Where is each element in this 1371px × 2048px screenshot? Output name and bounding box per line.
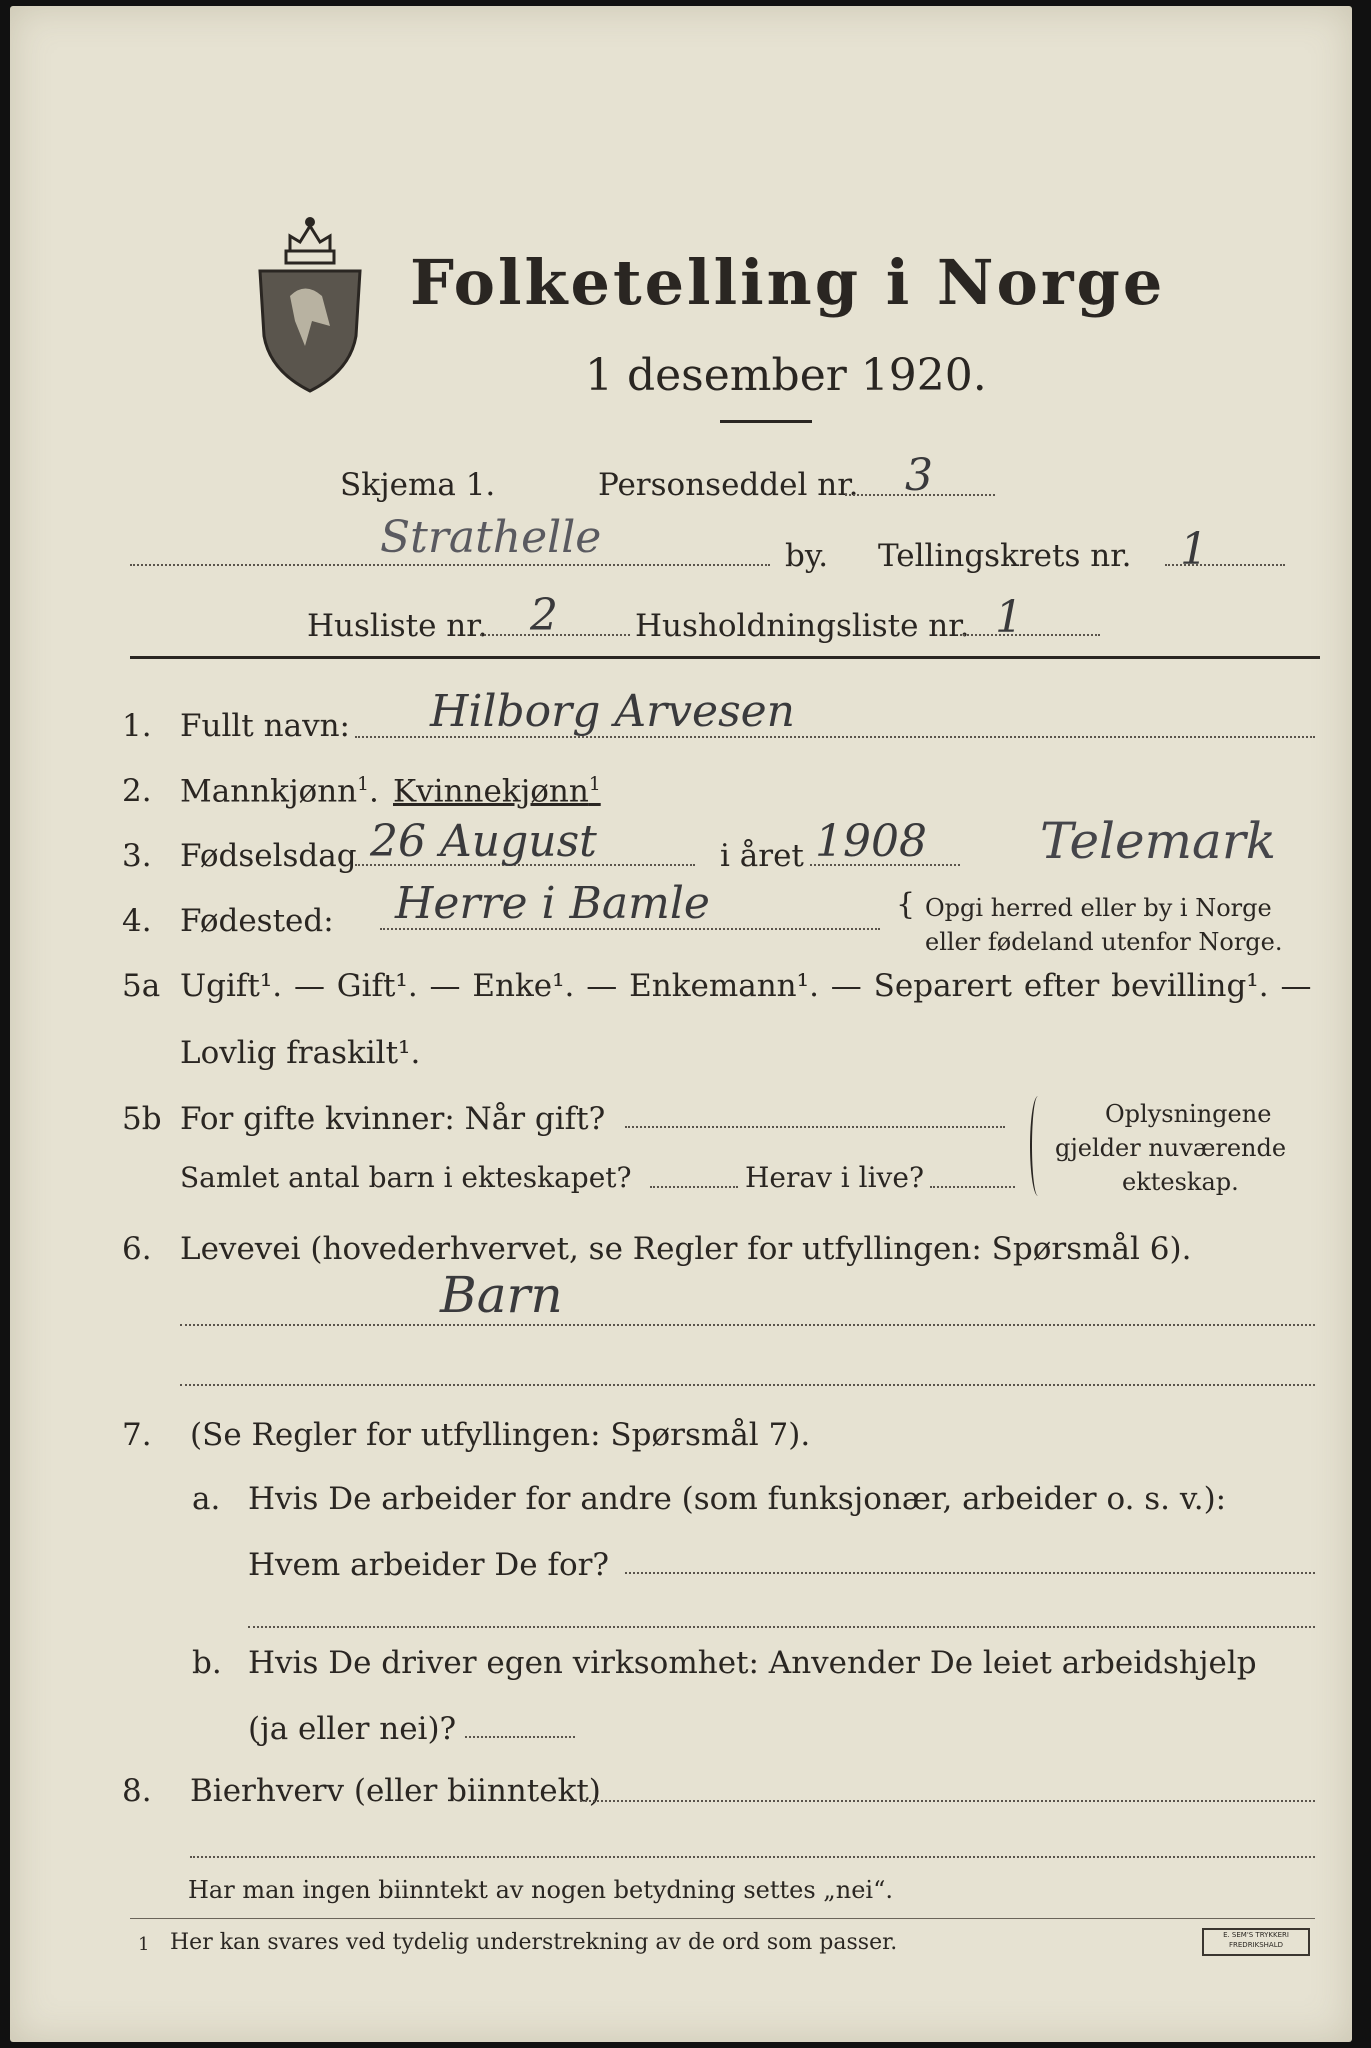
husliste-value: 2 xyxy=(530,590,558,641)
q5b-note-line1: Oplysningene xyxy=(1105,1100,1272,1128)
q7-number: 7. xyxy=(122,1417,152,1453)
husholdningsliste-label: Husholdningsliste nr. xyxy=(635,608,970,644)
q6-field-line-1 xyxy=(180,1324,1315,1326)
q8-number: 8. xyxy=(122,1773,152,1809)
q3-year-value: 1908 xyxy=(815,816,927,867)
q8-field-line-1 xyxy=(580,1800,1315,1802)
census-form-page xyxy=(10,6,1352,2042)
q1-number: 1. xyxy=(122,708,152,744)
q5b-note-line2: gjelder nuværende xyxy=(1055,1134,1287,1162)
q7b-line1: Hvis De driver egen virksomhet: Anvender De leiet arbeidshjelp xyxy=(248,1645,1257,1681)
q5b-nar-gift-field-line xyxy=(625,1126,1005,1128)
q1-label: Fullt navn: xyxy=(180,708,350,744)
q7b-letter: b. xyxy=(192,1645,222,1681)
q8-field-line-2 xyxy=(190,1856,1315,1858)
by-field-line xyxy=(130,564,770,566)
q7a-line1: Hvis De arbeider for andre (som funksjonær, arbeider o. s. v.): xyxy=(248,1481,1227,1517)
q2-mann xyxy=(180,773,379,810)
footnote-text: Her kan svares ved tydelig understrekning av de ord som passer. xyxy=(170,1930,898,1955)
tellingskrets-label: Tellingskrets nr. xyxy=(878,538,1132,574)
q3-extra-value: Telemark xyxy=(1040,812,1277,870)
q5b-line2b: Herav i live? xyxy=(745,1161,924,1194)
q7b-line2: (ja eller nei)? xyxy=(248,1711,457,1747)
q2-number: 2. xyxy=(122,773,152,809)
q5a-line1: Ugift¹. — Gift¹. — Enke¹. — Enkemann¹. — Separert efter bevilling¹. — xyxy=(180,968,1312,1004)
q5b-line1: For gifte kvinner: Når gift? xyxy=(180,1101,606,1137)
q5b-note-line3: ekteskap. xyxy=(1122,1168,1239,1196)
q6-field-line-2 xyxy=(180,1384,1315,1386)
skjema-label: Skjema 1. xyxy=(340,467,496,503)
footer-rule xyxy=(130,1918,1315,1919)
husholdningsliste-field-line xyxy=(960,634,1100,636)
brace-icon xyxy=(1030,1096,1046,1196)
census-date: 1 desember 1920. xyxy=(585,350,987,401)
q3-day-value: 26 August xyxy=(370,816,597,867)
q5b-line2a: Samlet antal barn i ekteskapet? xyxy=(180,1161,632,1194)
q3-year-label: i året xyxy=(720,838,804,874)
q6-number: 6. xyxy=(122,1231,152,1267)
q7b-field-line xyxy=(465,1736,575,1738)
q7a-letter: a. xyxy=(192,1481,221,1517)
q2-kvinne-label: Kvinnekjønn xyxy=(393,773,589,810)
q3-number: 3. xyxy=(122,838,152,874)
q3-label: Fødselsdag xyxy=(180,838,357,874)
q7a-field-line-2 xyxy=(248,1626,1315,1628)
q7a-line2: Hvem arbeider De for? xyxy=(248,1547,610,1583)
q4-value: Herre i Bamle xyxy=(395,878,710,929)
husliste-label: Husliste nr. xyxy=(307,608,488,644)
q4-number: 4. xyxy=(122,903,152,939)
by-label: by. xyxy=(785,538,829,574)
q6-label: Levevei (hovederhvervet, se Regler for utfyllingen: Spørsmål 6). xyxy=(180,1231,1192,1267)
q6-value: Barn xyxy=(440,1266,563,1324)
by-value: Strathelle xyxy=(380,512,602,563)
q5b-number: 5b xyxy=(122,1101,162,1137)
q7-label: (Se Regler for utfyllingen: Spørsmål 7). xyxy=(190,1417,811,1453)
footer-note: Har man ingen biinntekt av nogen betydning settes „nei“. xyxy=(188,1876,893,1904)
q2-mann-label: Mannkjønn xyxy=(180,773,358,810)
q2-dot: . xyxy=(369,773,379,810)
printer-stamp: E. SEM'S TRYKKERI FREDRIKSHALD xyxy=(1202,1928,1310,1956)
divider xyxy=(720,420,812,423)
q8-label: Bierhverv (eller biinntekt) xyxy=(190,1773,601,1809)
q5b-live-field-line xyxy=(930,1186,1015,1188)
q2-kvinne-sup: 1 xyxy=(588,774,601,795)
form-title: Folketelling i Norge xyxy=(410,246,1166,319)
husholdningsliste-value: 1 xyxy=(995,592,1023,643)
q4-label: Fødested: xyxy=(180,903,334,939)
q4-note-line1: Opgi herred eller by i Norge xyxy=(925,894,1272,922)
personseddel-label: Personseddel nr. xyxy=(598,467,859,503)
tellingskrets-value: 1 xyxy=(1180,524,1208,575)
q2-kvinne xyxy=(393,773,601,810)
q5a-number: 5a xyxy=(122,968,161,1004)
personseddel-value: 3 xyxy=(905,450,933,501)
q5b-barn-field-line xyxy=(650,1186,738,1188)
brace-icon: { xyxy=(896,887,916,922)
coat-of-arms-icon xyxy=(250,196,370,396)
q4-note-line2: eller fødeland utenfor Norge. xyxy=(925,928,1283,956)
q1-value: Hilborg Arvesen xyxy=(430,686,796,737)
footnote-number: 1 xyxy=(138,1934,150,1955)
q2-mann-sup: 1 xyxy=(357,774,369,795)
header-rule xyxy=(130,656,1320,659)
q5a-line2: Lovlig fraskilt¹. xyxy=(180,1035,421,1071)
q7a-field-line-1 xyxy=(625,1572,1315,1574)
